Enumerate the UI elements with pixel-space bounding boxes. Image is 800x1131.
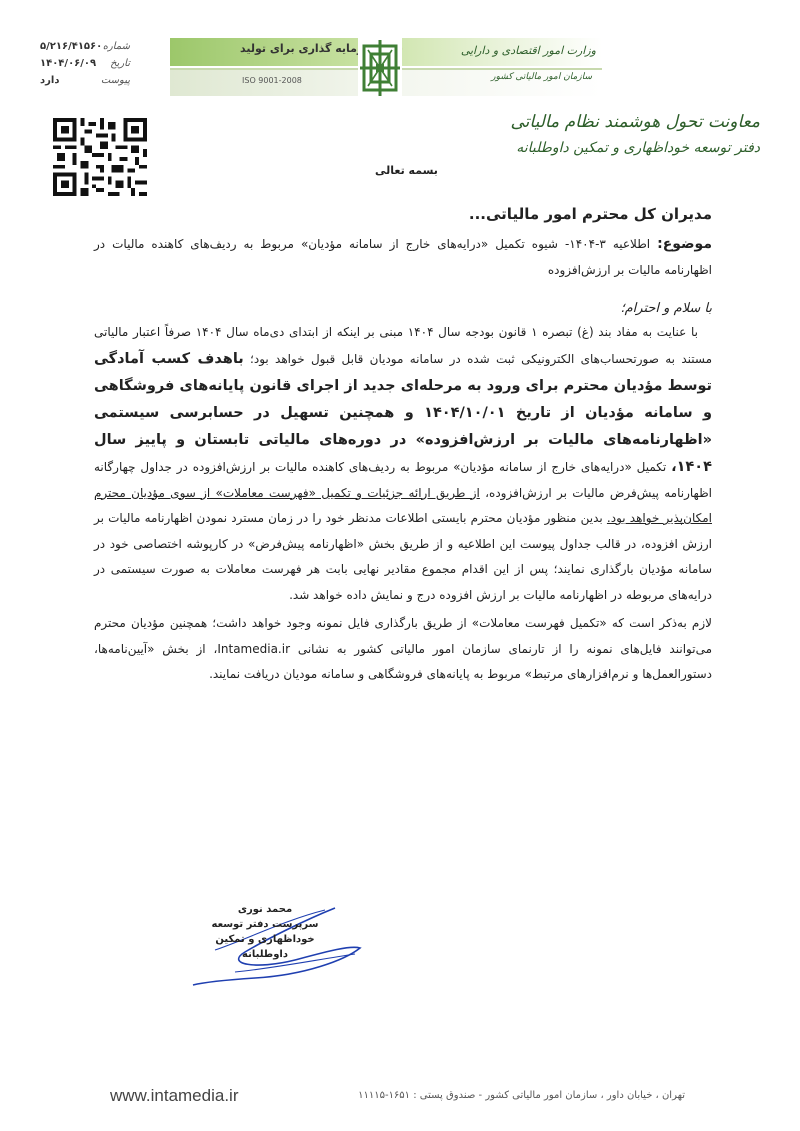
letter-body — [94, 205, 712, 688]
subject-text: اطلاعیه ۳-۱۴۰۴- شیوه تکمیل «درایه‌های خارج از سامانه مؤدیان» مربوط به ردیف‌های کاهنده مالیات در اظهارنامه مالیات بر ارزش‌افزوده — [94, 237, 712, 277]
letter-number-value: ۵/۲۱۶/۴۱۵۶۰ — [40, 41, 103, 52]
letter-number-label: شماره — [102, 41, 130, 52]
letter-date-row — [40, 55, 130, 72]
ministry-name: وزارت امور اقتصادی و دارایی — [460, 44, 596, 57]
paragraph-1-middle: تکمیل «درایه‌های خارج از سامانه مؤدیان» مربوط به ردیف‌های کاهنده مالیات بر ارزش‌افزوده در جداول چهارگانه اظهارنامه پیش‌فرض مالیات بر ارزش‌افزوده، — [94, 459, 712, 500]
besmellah-heading: بسمه تعالی — [375, 164, 438, 177]
paragraph-1-end: بدین منظور مؤدیان محترم بایستی اطلاعات مدنظر خود را در زمان مسترد نمودن اظهارنامه مالیات بر ارزش افزوده، در قالب جداول پیوست این اطلاعیه و از طریق بخش «اظهارنامه پیش‌فرض» در کارپوشه اختصاصی خود در سامانه مؤدیان بارگذاری نمایند؛ پس از این اقدام مجموع مقادیر نهایی بابت هر فهرست معاملات به صورت سیستمی در درایه‌های مربوطه در اظهارنامه مالیات بر ارزش افزوده درج و نمایش داده خواهد شد. — [94, 511, 712, 602]
footer-address: تهران ، خیابان داور ، سازمان امور مالیاتی کشور - صندوق پستی : ۱۶۵۱-۱۱۱۱۵ — [358, 1090, 685, 1101]
iso-certification: ISO 9001-2008 — [242, 76, 302, 85]
organization-name: سازمان امور مالیاتی کشور — [491, 72, 592, 82]
header-banner — [170, 38, 602, 100]
subject-label: موضوع: — [657, 236, 713, 252]
letter-attachment-value: دارد — [40, 75, 60, 86]
letter-addressee: مدیران کل محترم امور مالیاتی... — [468, 205, 712, 223]
letter-number-row — [40, 38, 130, 55]
paragraph-1-bold: باهدف کسب آمادگی توسط مؤدیان محترم برای ورود به مرحله‌ای جدید از اجرای قانون پایانه‌های فروشگاهی و سامانه مؤدیان از تاریخ ۱۴۰۴/۱۰/۰۱ و همچنین تسهیل در حسابرسی سیستمی «اظهارنامه‌های مالیات بر ارزش‌افزوده» در دوره‌های مالیاتی تابستان و پاییز سال ۱۴۰۴، — [94, 350, 713, 475]
letter-attachment-label: پیوست — [100, 75, 130, 86]
letter-attachment-row — [40, 72, 130, 89]
tax-organization-emblem-icon — [358, 36, 402, 100]
signer-name: محمد نوری — [237, 904, 293, 915]
letter-paragraph-2: لازم به‌ذکر است که «تکمیل فهرست معاملات» از طریق بارگذاری فایل نمونه وجود خواهد داشت؛ همچنین مؤدیان محترم می‌توانند فایل‌های نمونه را از تارنمای سازمان امور مالیاتی کشور به نشانی Intamedia.ir، از بخش «آیین‌نامه‌ها، دستورالعمل‌ها و نرم‌افزارهای مرتبط» مربوط به پایانه‌های فروشگاهی و سامانه مودیان دریافت نمایند. — [94, 616, 712, 681]
letter-subject — [94, 231, 712, 283]
footer-website: www.intamedia.ir — [110, 1086, 239, 1105]
paragraph-1-underlined: از طریق ارائه جزئیات و تکمیل «فهرست معاملات» از سوی مؤدیان محترم امکان‌پذیر خواهد بود. — [94, 485, 712, 525]
deputy-department-title: معاونت تحول هوشمند نظام مالیاتی — [510, 112, 760, 132]
letter-meta — [40, 38, 130, 89]
qr-code-icon — [52, 118, 148, 196]
letter-greeting: با سلام و احترام؛ — [620, 301, 712, 316]
letter-date-label: تاریخ — [110, 58, 130, 69]
signer-title: سرپرست دفتر توسعه خوداظهاری و تمکین — [211, 919, 319, 945]
paragraph-1-intro: با عنایت به مفاد بند (غ) تبصره ۱ قانون بودجه سال ۱۴۰۴ مبنی بر اینکه از ابتدای دی‌ماه سال ۱۴۰۴ صرفاً اعتبار مالیاتی مستند به صورتحساب‌های الکترونیکی ثبت شده در سامانه مودیان قابل قبول خواهد بود؛ — [94, 325, 712, 366]
office-title: دفتر توسعه خوداظهاری و تمکین داوطلبانه — [516, 140, 760, 156]
signature-block — [190, 902, 340, 962]
letter-paragraph-1 — [94, 320, 712, 608]
signer-title-continued: داوطلبانه — [242, 949, 288, 960]
year-slogan: سال سرمایه گذاری برای تولید — [240, 42, 403, 55]
letter-date-value: ۱۴۰۴/۰۶/۰۹ — [40, 58, 97, 69]
